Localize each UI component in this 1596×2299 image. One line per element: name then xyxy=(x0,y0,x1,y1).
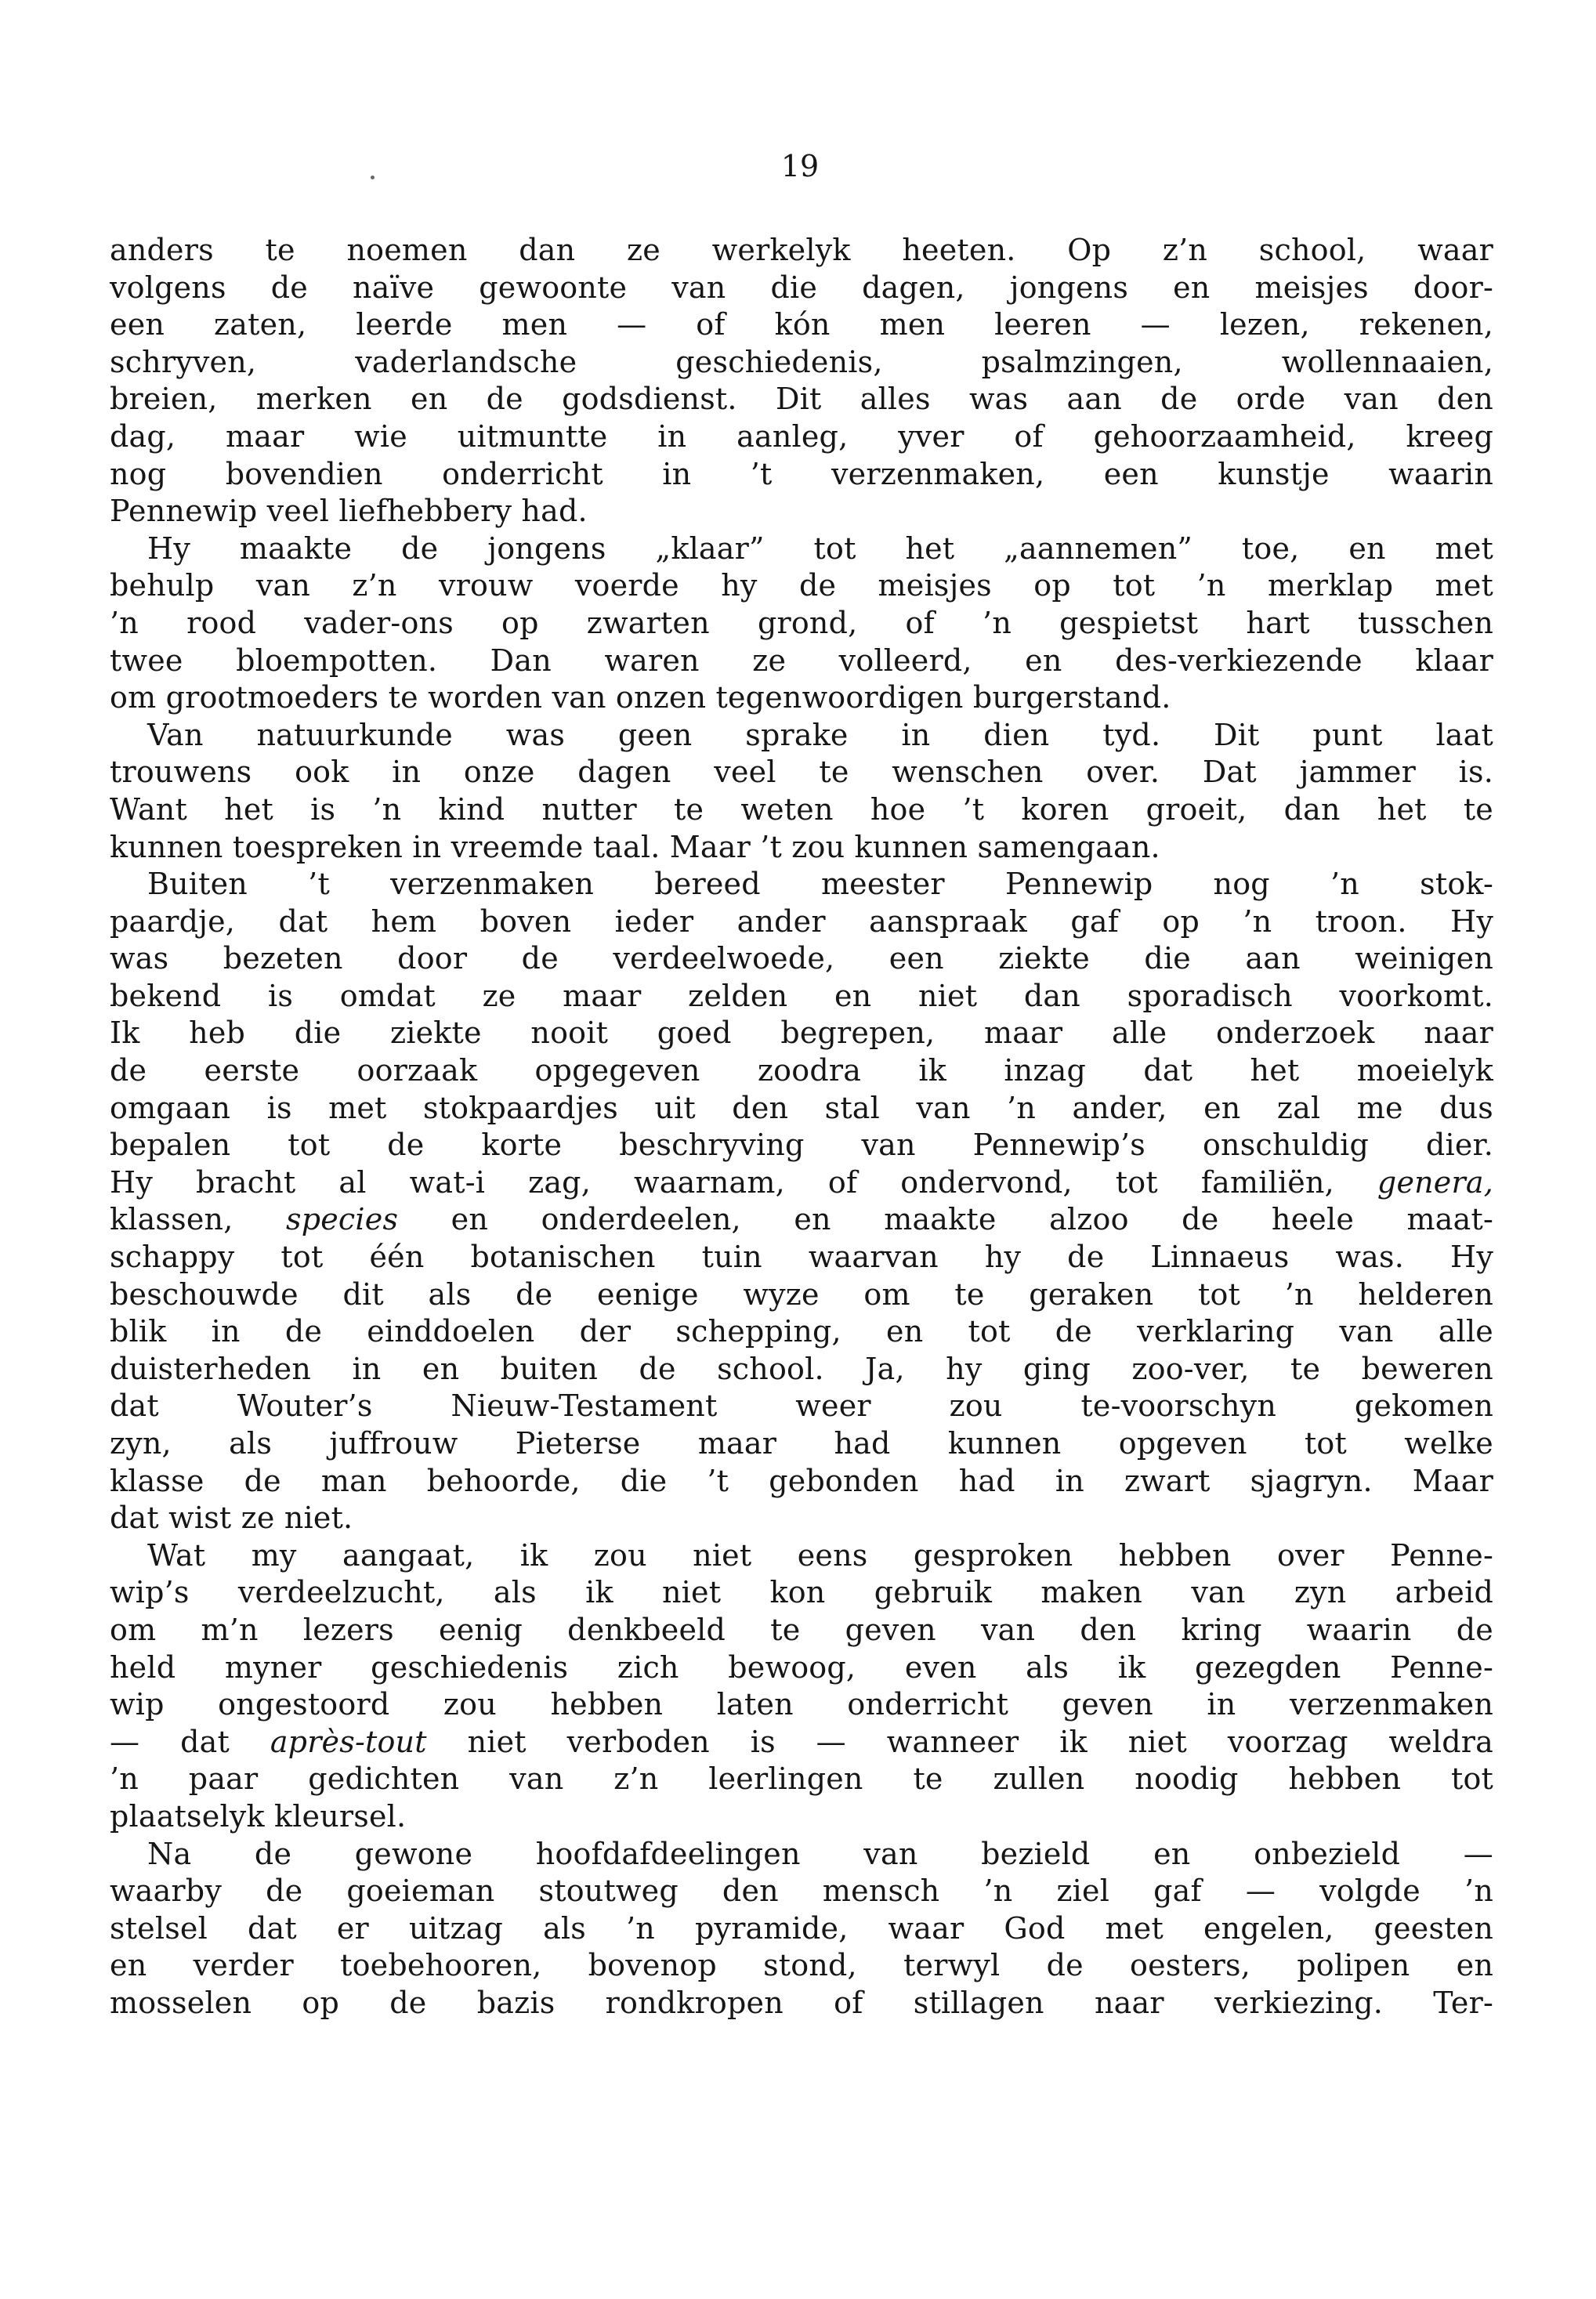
text-segment: Na de gewone hoofdafdeelingen van bezield en onbezield — xyxy=(147,1836,1493,1871)
text-segment: dat wist ze niet. xyxy=(110,1501,353,1536)
paragraph xyxy=(110,866,1493,1537)
text-segment: trouwens ook in onze dagen veel te wenschen over. Dat jammer is. xyxy=(110,755,1493,790)
text-segment: Ik heb die ziekte nooit goed begrepen, maar alle onderzoek naar xyxy=(110,1016,1493,1051)
text-segment: de eerste oorzaak opgegeven zoodra ik inzag dat het moeielyk xyxy=(110,1053,1493,1088)
text-line xyxy=(110,679,1493,717)
text-segment: mosselen op de bazis rondkropen of stillagen naar verkiezing. Ter- xyxy=(110,1985,1493,2020)
text-segment: Van natuurkunde was geen sprake in dien tyd. Dit punt laat xyxy=(147,717,1493,752)
text-line xyxy=(110,306,1493,344)
text-segment: en onderdeelen, en maakte alzoo de heele maat- xyxy=(398,1202,1493,1237)
text-line xyxy=(110,1873,1493,1910)
text-segment: — dat xyxy=(110,1724,270,1759)
text-line xyxy=(110,1612,1493,1649)
text-segment: en verder toebehooren, bovenop stond, terwyl de oesters, polipen en xyxy=(110,1948,1493,1983)
paragraph xyxy=(110,1836,1493,2022)
text-segment: was bezeten door de verdeelwoede, een ziekte die aan weinigen xyxy=(110,941,1493,976)
text-segment: Pennewip veel liefhebbery had. xyxy=(110,494,588,529)
italic-text: après-tout xyxy=(270,1724,427,1759)
text-line xyxy=(110,1090,1493,1128)
text-line xyxy=(110,1276,1493,1314)
page-number: 19 xyxy=(780,149,820,183)
text-segment: klassen, xyxy=(110,1202,287,1237)
italic-text: genera, xyxy=(1377,1164,1493,1200)
text-segment: wip ongestoord zou hebben laten onderricht geven in verzenmaken xyxy=(110,1687,1493,1722)
paragraph xyxy=(110,530,1493,717)
text-line xyxy=(110,717,1493,755)
text-line xyxy=(110,270,1493,307)
text-line xyxy=(110,1239,1493,1276)
text-segment: Want het is ’n kind nutter te weten hoe ’t koren groeit, dan het te xyxy=(110,791,1493,827)
text-line xyxy=(110,1052,1493,1090)
text-segment: een zaten, leerde men — of kón men leeren — lezen, rekenen, xyxy=(110,307,1493,342)
text-segment: held myner geschiedenis zich bewoog, even als ik gezegden Penne- xyxy=(110,1649,1493,1685)
text-segment: omgaan is met stokpaardjes uit den stal van ’n ander, en zal me dus xyxy=(110,1090,1493,1125)
text-segment: zyn, als juffrouw Pieterse maar had kunnen opgeven tot welke xyxy=(110,1426,1493,1461)
text-line xyxy=(110,1761,1493,1798)
text-segment: schappy tot één botanischen tuin waarvan hy de Linnaeus was. Hy xyxy=(110,1240,1493,1275)
text-line xyxy=(110,1836,1493,1874)
text-segment: beschouwde dit als de eenige wyze om te geraken tot ’n helderen xyxy=(110,1276,1493,1312)
text-segment: paardje, dat hem boven ieder ander aanspraak gaf op ’n troon. Hy xyxy=(110,903,1493,939)
text-line xyxy=(110,1500,1493,1537)
text-line xyxy=(110,1201,1493,1239)
text-line xyxy=(110,1985,1493,2022)
text-line xyxy=(110,1463,1493,1501)
text-line xyxy=(110,605,1493,643)
text-segment: om m’n lezers eenig denkbeeld te geven van den kring waarin de xyxy=(110,1612,1493,1647)
text-segment: dag, maar wie uitmuntte in aanleg, yver of gehoorzaamheid, kreeg xyxy=(110,418,1493,454)
text-segment: plaatselyk kleursel. xyxy=(110,1798,407,1834)
text-segment: bekend is omdat ze maar zelden en niet dan sporadisch voorkomt. xyxy=(110,978,1493,1013)
text-segment: breien, merken en de godsdienst. Dit alles was aan de orde van den xyxy=(110,382,1493,417)
text-line xyxy=(110,1537,1493,1575)
paragraph xyxy=(110,1537,1493,1836)
text-line xyxy=(110,1947,1493,1985)
text-segment: Wat my aangaat, ik zou niet eens gesproken hebben over Penne- xyxy=(147,1537,1493,1573)
text-segment: behulp van z’n vrouw voerde hy de meisjes op tot ’n merklap met xyxy=(110,568,1493,603)
paragraph xyxy=(110,232,1493,530)
text-segment: duisterheden in en buiten de school. Ja, hy ging zoo-ver, te beweren xyxy=(110,1351,1493,1386)
text-line xyxy=(110,791,1493,829)
text-line xyxy=(110,344,1493,382)
text-line xyxy=(110,1164,1493,1202)
text-line xyxy=(110,567,1493,605)
text-line xyxy=(110,903,1493,941)
text-line xyxy=(110,456,1493,494)
text-segment: Buiten ’t verzenmaken bereed meester Pennewip nog ’n stok- xyxy=(147,867,1493,902)
text-line xyxy=(110,643,1493,680)
text-line xyxy=(110,940,1493,978)
text-line xyxy=(110,1351,1493,1388)
text-line xyxy=(110,1388,1493,1425)
scan-artifact-dot xyxy=(371,176,375,179)
text-segment: twee bloempotten. Dan waren ze volleerd, en des-verkiezende klaar xyxy=(110,643,1493,678)
text-line xyxy=(110,754,1493,791)
text-block xyxy=(110,232,1493,2022)
text-line xyxy=(110,1686,1493,1724)
text-line xyxy=(110,829,1493,867)
text-line xyxy=(110,1649,1493,1687)
text-line xyxy=(110,1724,1493,1761)
text-line xyxy=(110,381,1493,418)
text-line xyxy=(110,418,1493,456)
text-segment: volgens de naïve gewoonte van die dagen, jongens en meisjes door- xyxy=(110,270,1493,305)
text-segment: ’n paar gedichten van z’n leerlingen te zullen noodig hebben tot xyxy=(110,1761,1493,1797)
text-line xyxy=(110,530,1493,568)
text-segment: Hy bracht al wat-i zag, waarnam, of ondervond, tot familiën, xyxy=(110,1164,1377,1200)
text-segment: Hy maakte de jongens „klaar” tot het „aannemen” toe, en met xyxy=(147,530,1493,566)
italic-text: species xyxy=(286,1202,399,1237)
text-segment: nog bovendien onderricht in ’t verzenmaken, een kunstje waarin xyxy=(110,456,1493,491)
text-segment: bepalen tot de korte beschryving van Pennewip’s onschuldig dier. xyxy=(110,1128,1493,1163)
text-line xyxy=(110,1313,1493,1351)
text-line xyxy=(110,1425,1493,1463)
text-line xyxy=(110,493,1493,530)
text-line xyxy=(110,1574,1493,1612)
text-line xyxy=(110,1798,1493,1836)
text-segment: stelsel dat er uitzag als ’n pyramide, waar God met engelen, geesten xyxy=(110,1910,1493,1946)
text-line xyxy=(110,866,1493,903)
paragraph xyxy=(110,717,1493,866)
text-segment: kunnen toespreken in vreemde taal. Maar ’t zou kunnen samengaan. xyxy=(110,829,1160,864)
text-segment: wip’s verdeelzucht, als ik niet kon gebruik maken van zyn arbeid xyxy=(110,1575,1493,1610)
text-segment: waarby de goeieman stoutweg den mensch ’n ziel gaf — volgde ’n xyxy=(110,1874,1493,1909)
text-segment: dat Wouter’s Nieuw-Testament weer zou te-voorschyn gekomen xyxy=(110,1388,1493,1424)
text-segment: blik in de einddoelen der schepping, en tot de verklaring van alle xyxy=(110,1314,1493,1349)
text-segment: om grootmoeders te worden van onzen tegenwoordigen burgerstand. xyxy=(110,680,1171,715)
text-segment: schryven, vaderlandsche geschiedenis, psalmzingen, wollennaaien, xyxy=(110,344,1493,379)
text-line xyxy=(110,978,1493,1016)
text-segment: klasse de man behoorde, die ’t gebonden had in zwart sjagryn. Maar xyxy=(110,1463,1493,1498)
text-line xyxy=(110,232,1493,270)
text-segment: anders te noemen dan ze werkelyk heeten. Op z’n school, waar xyxy=(110,233,1493,267)
text-segment: ’n rood vader-ons op zwarten grond, of ’n gespietst hart tusschen xyxy=(110,605,1493,640)
text-line xyxy=(110,1127,1493,1164)
text-line xyxy=(110,1015,1493,1052)
text-line xyxy=(110,1910,1493,1948)
text-segment: niet verboden is — wanneer ik niet voorzag weldra xyxy=(426,1724,1493,1759)
